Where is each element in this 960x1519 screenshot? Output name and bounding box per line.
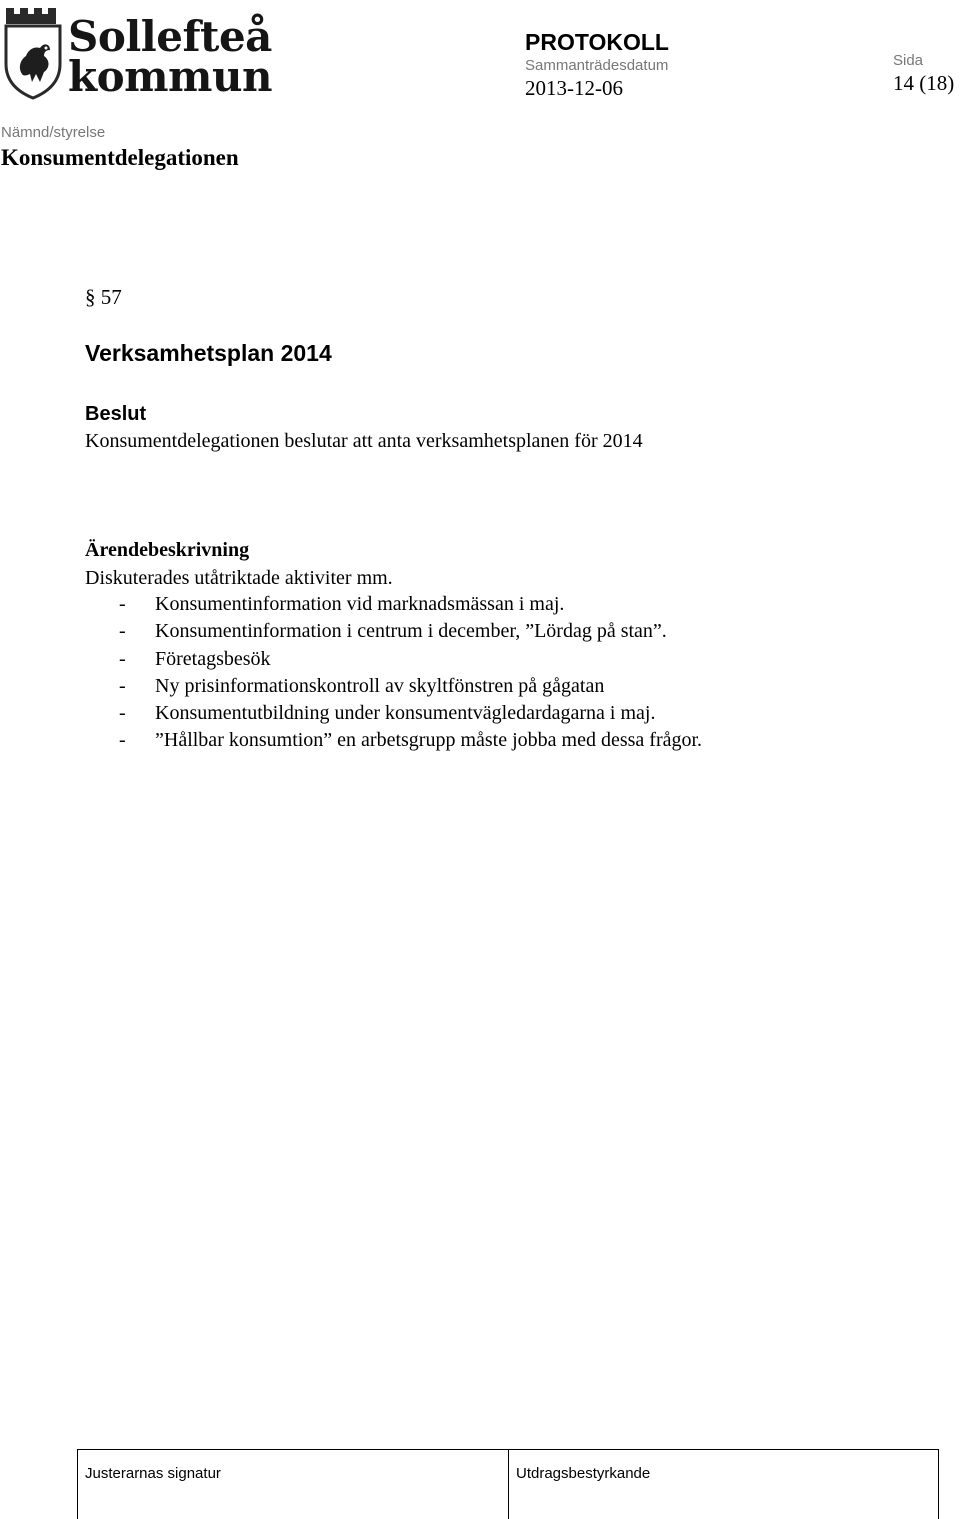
- case-description-intro: Diskuterades utåtriktade aktiviter mm.: [85, 567, 393, 589]
- bullet-dash: -: [119, 729, 126, 752]
- meeting-date-label: Sammanträdesdatum: [525, 57, 669, 74]
- list-item-text: Konsumentinformation vid marknadsmässan i maj.: [155, 593, 565, 615]
- meeting-date-value: 2013-12-06: [525, 76, 623, 100]
- list-item-text: Ny prisinformationskontroll av skyltfönstren på gågatan: [155, 674, 605, 697]
- bullet-dash: -: [119, 593, 126, 615]
- section-title: Verksamhetsplan 2014: [85, 340, 332, 366]
- coat-of-arms-icon: [0, 4, 66, 100]
- extract-certification-label: Utdragsbestyrkande: [516, 1465, 651, 1482]
- bullet-dash: -: [119, 647, 126, 670]
- signature-divider: [508, 1449, 509, 1519]
- bullet-dash: -: [119, 620, 126, 643]
- list-item-text: Konsumentinformation i centrum i december, ”Lördag på stan”.: [155, 620, 667, 643]
- list-item: [119, 618, 702, 645]
- case-description-heading: Ärendebeskrivning: [85, 539, 250, 561]
- document-type: PROTOKOLL: [525, 29, 669, 55]
- logo-text-line1: Sollefteå: [68, 12, 272, 61]
- page-label: Sida: [893, 52, 924, 69]
- board-label: Nämnd/styrelse: [1, 124, 106, 141]
- bullet-dash: -: [119, 702, 126, 725]
- list-item: [119, 646, 702, 673]
- decision-text: Konsumentdelegationen beslutar att anta verksamhetsplanen för 2014: [85, 430, 643, 452]
- list-item-text: Konsumentutbildning under konsumentvägledardagarna i maj.: [155, 702, 656, 725]
- board-name: Konsumentdelegationen: [1, 145, 239, 170]
- list-item: [119, 727, 702, 754]
- list-item: [119, 591, 702, 618]
- list-item-text: ”Hållbar konsumtion” en arbetsgrupp måste jobba med dessa frågor.: [155, 729, 703, 752]
- adjusters-signature-label: Justerarnas signatur: [85, 1465, 221, 1482]
- page-number: 14 (18): [893, 71, 955, 95]
- municipality-logo: [0, 2, 273, 102]
- decision-heading: Beslut: [85, 403, 147, 425]
- list-item: [119, 700, 702, 727]
- list-item-text: Företagsbesök: [155, 647, 271, 670]
- list-item: [119, 673, 702, 700]
- bullet-dash: -: [119, 674, 126, 697]
- logo-text-line2: kommun: [68, 52, 273, 101]
- paragraph-number: § 57: [85, 285, 122, 309]
- activity-list: [119, 591, 702, 755]
